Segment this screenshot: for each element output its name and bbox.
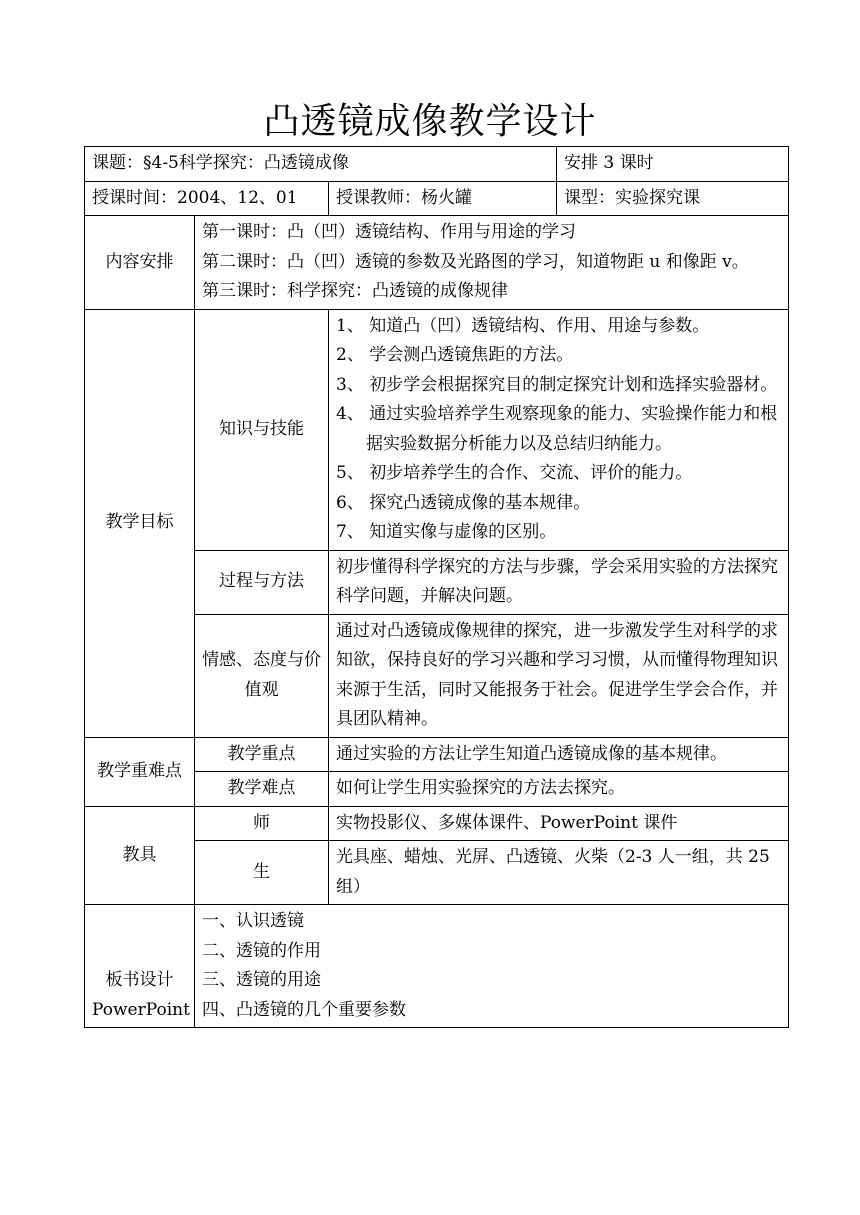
tools-student-label: 生 xyxy=(195,841,329,905)
row-topic xyxy=(85,147,789,182)
lesson-plan-table xyxy=(84,146,789,1028)
tools-label: 教具 xyxy=(85,806,195,905)
focus-text: 通过实验的方法让学生知道凸透镜成像的基本规律。 xyxy=(329,737,789,772)
content-line: 第三课时：科学探究：凸透镜的成像规律 xyxy=(202,281,508,301)
row-board xyxy=(85,905,789,1028)
type-cell: 课型：实验探究课 xyxy=(557,181,789,216)
topic-cell: 课题：§4-5科学探究：凸透镜成像 xyxy=(85,147,557,182)
attitude-label: 情感、态度与价值观 xyxy=(195,614,329,737)
knowledge-item: 7、 知道实像与虚像的区别。 xyxy=(336,522,557,542)
row-goals-knowledge xyxy=(85,309,789,550)
knowledge-item: 4、 通过实验培养学生观察现象的能力、实验操作能力和根据实验数据分析能力以及总结归纳能力。 xyxy=(336,404,778,454)
goals-label: 教学目标 xyxy=(85,309,195,737)
board-line: 二、透镜的作用 xyxy=(202,940,321,961)
board-label-line: PowerPoint xyxy=(92,999,190,1020)
schedule-cell: 安排 3 课时 xyxy=(557,147,789,182)
row-tools-teacher xyxy=(85,806,789,841)
board-line: 三、透镜的用途 xyxy=(202,970,321,990)
content-line: 第一课时：凸（凹）透镜结构、作用与用途的学习 xyxy=(202,222,576,242)
board-text xyxy=(195,905,789,1028)
knowledge-item: 2、 学会测凸透镜焦距的方法。 xyxy=(336,345,574,365)
page-title: 凸透镜成像教学设计 xyxy=(263,101,597,142)
knowledge-item: 3、 初步学会根据探究目的制定探究计划和选择实验器材。 xyxy=(336,374,778,395)
difficulty-text: 如何让学生用实验探究的方法去探究。 xyxy=(329,772,789,807)
attitude-text: 通过对凸透镜成像规律的探究，进一步激发学生对科学的求知欲，保持良好的学习兴趣和学习习惯，从而懂得物理知识来源于生活，同时又能报务于社会。促进学生学会合作，并具团队精神。 xyxy=(329,614,789,737)
time-cell: 授课时间：2004、12、01 xyxy=(85,181,329,216)
knowledge-items xyxy=(329,309,789,550)
process-label: 过程与方法 xyxy=(195,550,329,614)
tools-student-text: 光具座、蜡烛、光屏、凸透镜、火柴（2-3 人一组，共 25 组） xyxy=(329,841,789,905)
board-line: 四、凸透镜的几个重要参数 xyxy=(202,999,406,1020)
content-line: 第二课时：凸（凹）透镜的参数及光路图的学习，知道物距 u 和像距 v。 xyxy=(202,251,749,272)
knowledge-item: 1、 知道凸（凹）透镜结构、作用、用途与参数。 xyxy=(336,315,710,336)
teacher-cell: 授课教师：杨火罐 xyxy=(329,181,557,216)
process-text: 初步懂得科学探究的方法与步骤，学会采用实验的方法探究科学问题，并解决问题。 xyxy=(329,550,789,614)
content-label: 内容安排 xyxy=(85,216,195,310)
board-label xyxy=(85,905,195,1028)
board-line: 一、认识透镜 xyxy=(202,911,304,931)
knowledge-item: 6、 探究凸透镜成像的基本规律。 xyxy=(336,492,591,513)
row-content xyxy=(85,216,789,310)
content-text xyxy=(195,216,789,310)
knowledge-item: 5、 初步培养学生的合作、交流、评价的能力。 xyxy=(336,463,693,483)
tools-teacher-label: 师 xyxy=(195,806,329,841)
focus-label: 教学重点 xyxy=(195,737,329,772)
row-keypoint-focus xyxy=(85,737,789,772)
tools-teacher-text: 实物投影仪、多媒体课件、PowerPoint 课件 xyxy=(329,806,789,841)
keypoints-label: 教学重难点 xyxy=(85,737,195,806)
difficulty-label: 教学难点 xyxy=(195,772,329,807)
board-label-line: 板书设计 xyxy=(105,970,174,990)
row-meta xyxy=(85,181,789,216)
knowledge-label: 知识与技能 xyxy=(195,309,329,550)
